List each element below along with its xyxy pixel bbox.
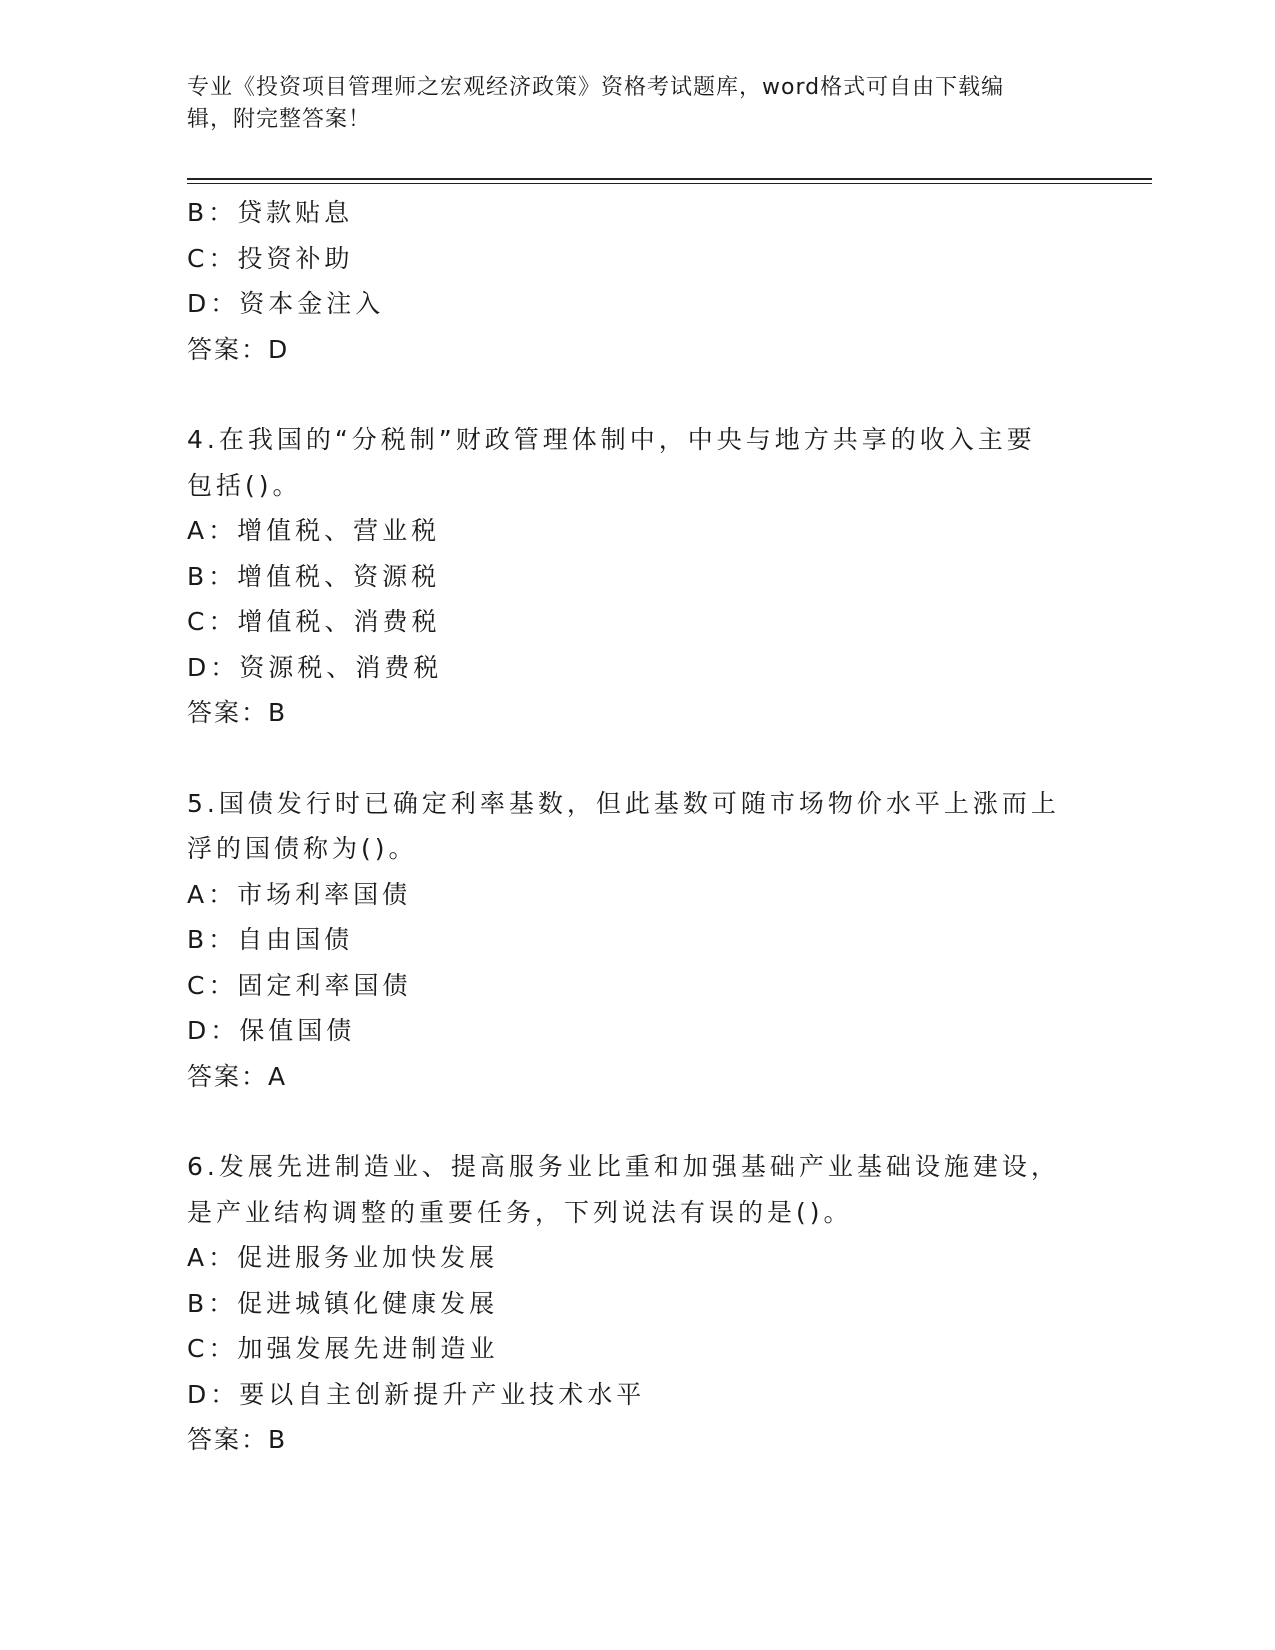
option-c: C：固定利率国债 [187, 970, 412, 1000]
option-d: D：保值国债 [187, 1016, 356, 1045]
question-3-continued [187, 190, 1067, 372]
option-d: D：资源税、消费税 [187, 652, 443, 682]
document-header [187, 72, 1087, 136]
question-4 [187, 417, 1067, 736]
header-divider-thin [187, 183, 1152, 184]
answer-line: 答案：A [187, 1061, 288, 1091]
option-a: A：市场利率国债 [187, 879, 412, 909]
question-6 [187, 1144, 1067, 1463]
question-text-line-1: 4.在我国的“分税制”财政管理体制中，中央与地方共享的收入主要 [187, 425, 1036, 454]
option-b: B：贷款贴息 [187, 198, 354, 227]
question-text-line-2: 浮的国债称为()。 [187, 834, 418, 863]
spacer [187, 372, 1067, 417]
option-b: B：自由国债 [187, 925, 354, 954]
option-c: C：加强发展先进制造业 [187, 1334, 499, 1363]
answer-line: 答案：B [187, 1425, 288, 1454]
answer-line: 答案：B [187, 698, 288, 727]
question-text-line-1: 6.发展先进制造业、提高服务业比重和加强基础产业基础设施建设， [187, 1152, 1060, 1181]
option-a: A：增值税、营业税 [187, 516, 441, 545]
option-d: D：资本金注入 [187, 289, 385, 318]
option-d: D：要以自主创新提升产业技术水平 [187, 1379, 646, 1409]
question-list [187, 190, 1067, 1463]
spacer [187, 736, 1067, 781]
question-5 [187, 781, 1067, 1100]
option-c: C：增值税、消费税 [187, 607, 441, 636]
question-text-line-2: 包括()。 [187, 470, 302, 500]
option-a: A：促进服务业加快发展 [187, 1243, 499, 1272]
option-c: C：投资补助 [187, 243, 354, 273]
header-line-1: 专业《投资项目管理师之宏观经济政策》资格考试题库，word格式可自由下载编 [187, 75, 1005, 100]
option-b: B：增值税、资源税 [187, 561, 441, 591]
spacer [187, 1099, 1067, 1144]
question-text-line-2: 是产业结构调整的重要任务，下列说法有误的是()。 [187, 1197, 853, 1227]
header-divider-thick [187, 178, 1152, 180]
header-line-2: 辑，附完整答案！ [187, 107, 372, 132]
option-b: B：促进城镇化健康发展 [187, 1288, 499, 1318]
answer-line: 答案：D [187, 334, 290, 364]
question-text-line-1: 5.国债发行时已确定利率基数，但此基数可随市场物价水平上涨而上 [187, 788, 1060, 818]
